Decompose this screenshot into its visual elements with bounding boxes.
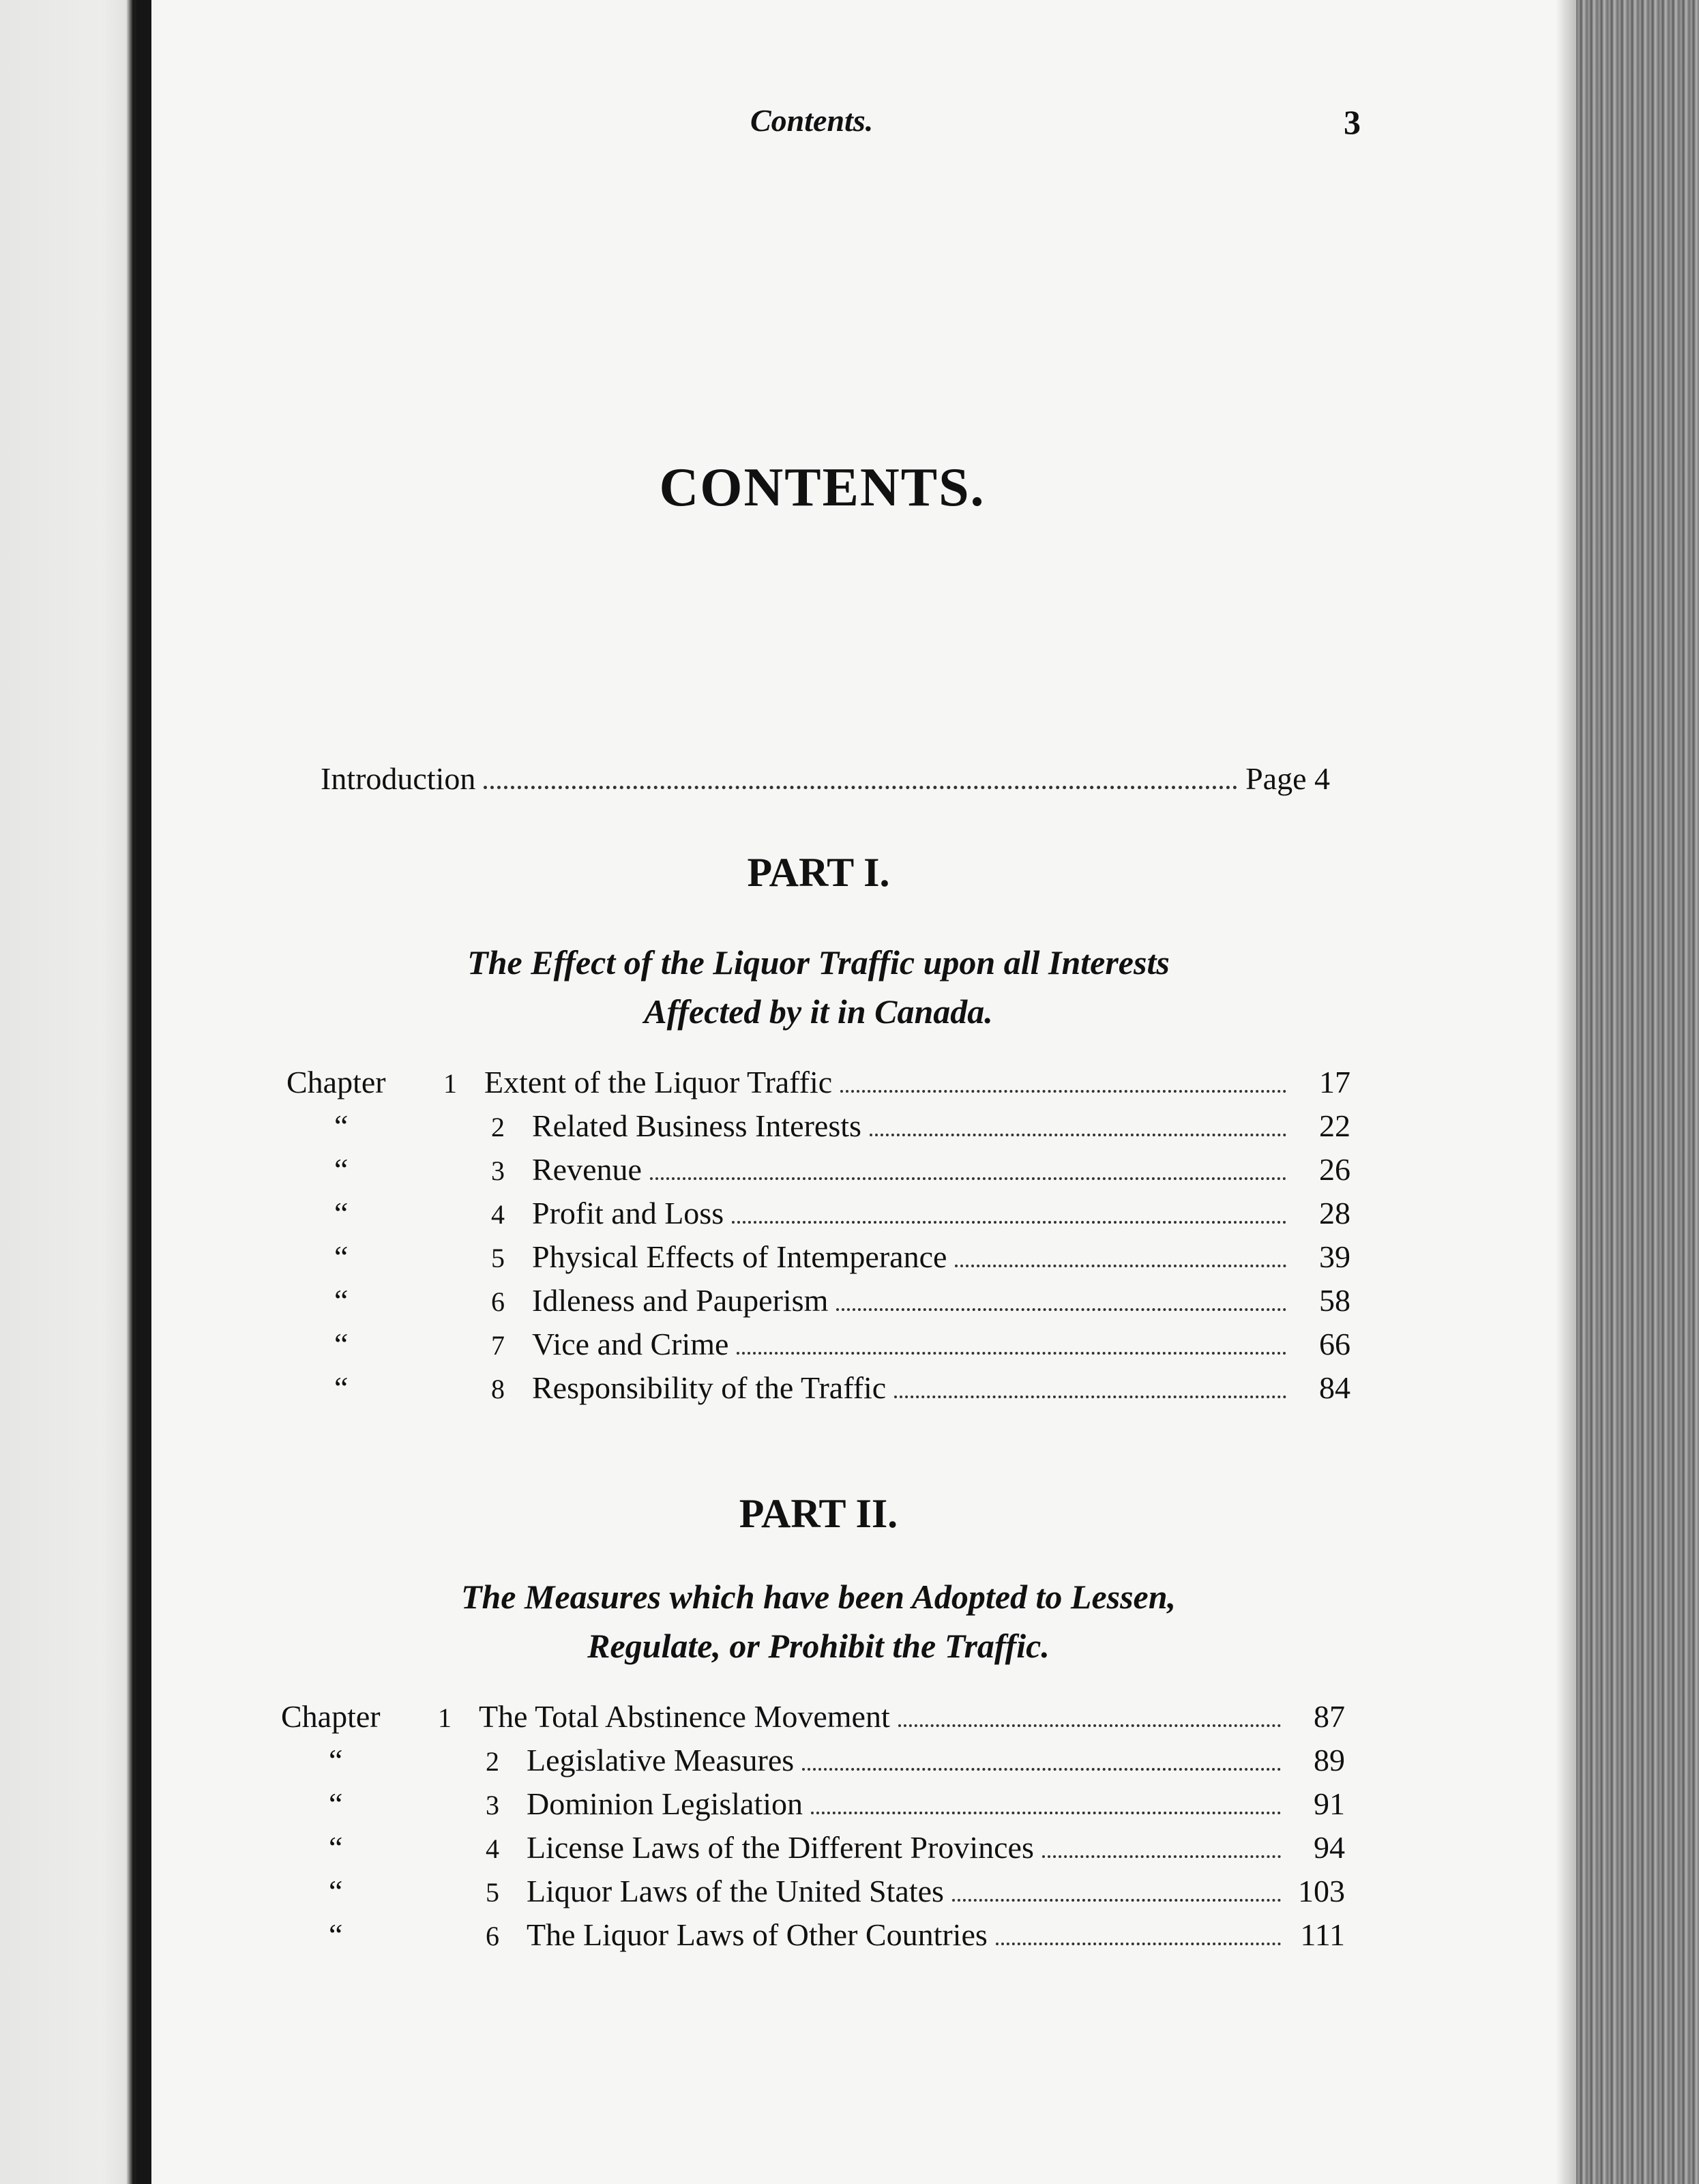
chapter-entry: [281, 1917, 1345, 1960]
part-1-subtitle-line: The Effect of the Liquor Traffic upon all Interests: [467, 943, 1170, 982]
chapter-number: 8: [491, 1374, 505, 1404]
chapter-number: 5: [491, 1243, 505, 1273]
ditto-mark: “: [334, 1108, 349, 1143]
book-gutter: [136, 0, 151, 2184]
chapter-page: 26: [1319, 1152, 1350, 1187]
chapter-number: 6: [486, 1921, 499, 1951]
chapter-entry: [281, 1873, 1345, 1917]
chapter-title: Physical Effects of Intemperance: [532, 1239, 947, 1274]
dot-leader: [955, 1265, 1286, 1267]
ditto-mark: “: [334, 1152, 349, 1187]
chapter-title: Extent of the Liquor Traffic: [484, 1065, 833, 1100]
ditto-mark: “: [334, 1370, 349, 1405]
dot-leader: [836, 1308, 1286, 1311]
dot-leader: [484, 786, 1237, 789]
dot-leader: [996, 1943, 1281, 1945]
part-1-chapter-list: [286, 1064, 1350, 1413]
ditto-mark: “: [334, 1327, 349, 1361]
chapter-title: Dominion Legislation: [527, 1786, 803, 1821]
chapter-page: 17: [1319, 1065, 1350, 1100]
scan-left-margin: [0, 0, 143, 2184]
chapter-number: 6: [491, 1286, 505, 1317]
chapter-page: 89: [1314, 1743, 1345, 1777]
chapter-entry: [286, 1195, 1350, 1239]
chapter-title: Revenue: [532, 1152, 642, 1187]
part-2-subtitle-line: The Measures which have been Adopted to Lessen,: [460, 1578, 1177, 1616]
chapter-number: 4: [486, 1833, 499, 1864]
running-title: Contents.: [750, 103, 874, 138]
dot-leader: [952, 1899, 1281, 1902]
chapter-number: 3: [486, 1790, 499, 1820]
part-1-subtitle: [0, 938, 1637, 1036]
dot-leader: [894, 1396, 1286, 1398]
ditto-mark: “: [329, 1830, 343, 1865]
chapter-entry: [286, 1282, 1350, 1326]
chapter-title: Liquor Laws of the United States: [527, 1874, 944, 1908]
chapter-title: Profit and Loss: [532, 1196, 724, 1230]
chapter-title: Related Business Interests: [532, 1108, 861, 1143]
chapter-number: 3: [491, 1155, 505, 1186]
chapter-page: 94: [1314, 1830, 1345, 1865]
introduction-title: Introduction: [321, 761, 476, 796]
chapter-title: Idleness and Pauperism: [532, 1283, 829, 1318]
dot-leader: [1042, 1855, 1281, 1858]
chapter-number: 5: [486, 1877, 499, 1908]
page-prefix: Page: [1245, 761, 1307, 796]
dot-leader: [898, 1724, 1281, 1727]
ditto-mark: “: [329, 1874, 343, 1908]
chapter-number: 1: [443, 1068, 457, 1099]
part-2-chapter-list: [281, 1698, 1345, 1960]
chapter-title: The Total Abstinence Movement: [479, 1699, 890, 1734]
dot-leader: [870, 1134, 1286, 1136]
ditto-mark: “: [334, 1196, 349, 1230]
introduction-page: 4: [1314, 761, 1330, 796]
chapter-entry: [281, 1742, 1345, 1786]
chapter-page: 28: [1319, 1196, 1350, 1230]
dot-leader: [802, 1768, 1281, 1771]
part-2-heading: PART II.: [739, 1491, 898, 1536]
page-number: 3: [1344, 103, 1361, 141]
part-1-heading: PART I.: [747, 850, 890, 895]
dot-leader: [737, 1352, 1286, 1355]
chapter-entry: [281, 1698, 1345, 1742]
chapter-page: 103: [1298, 1874, 1345, 1908]
chapter-label: Chapter: [286, 1065, 386, 1100]
chapter-number: 2: [486, 1746, 499, 1777]
chapter-page: 66: [1319, 1327, 1350, 1361]
chapter-title: Responsibility of the Traffic: [532, 1370, 887, 1405]
chapter-entry: [286, 1064, 1350, 1108]
chapter-title: License Laws of the Different Provinces: [527, 1830, 1034, 1865]
chapter-page: 111: [1300, 1917, 1345, 1952]
chapter-page: 91: [1314, 1786, 1345, 1821]
ditto-mark: “: [329, 1786, 343, 1821]
chapter-entry: [286, 1151, 1350, 1195]
chapter-entry: [286, 1239, 1350, 1282]
chapter-page: 87: [1314, 1699, 1345, 1734]
chapter-label: Chapter: [281, 1699, 381, 1734]
chapter-number: 2: [491, 1112, 505, 1142]
chapter-title: The Liquor Laws of Other Countries: [527, 1917, 988, 1952]
chapter-number: 7: [491, 1330, 505, 1361]
part-1-subtitle-line: Affected by it in Canada.: [644, 992, 993, 1031]
dot-leader: [840, 1090, 1286, 1093]
chapter-title: Vice and Crime: [532, 1327, 729, 1361]
contents-title: CONTENTS.: [659, 458, 986, 518]
chapter-entry: [286, 1370, 1350, 1413]
chapter-page: 58: [1319, 1283, 1350, 1318]
chapter-entry: [281, 1786, 1345, 1829]
ditto-mark: “: [334, 1239, 349, 1274]
part-2-subtitle-line: Regulate, or Prohibit the Traffic.: [587, 1627, 1050, 1665]
ditto-mark: “: [334, 1283, 349, 1318]
chapter-title: Legislative Measures: [527, 1743, 795, 1777]
chapter-entry: [286, 1108, 1350, 1151]
book-page-edges: [1576, 0, 1699, 2184]
chapter-number: 4: [491, 1199, 505, 1230]
dot-leader: [732, 1221, 1286, 1224]
page-edge-shadow: [1556, 0, 1576, 2184]
introduction-entry: [321, 761, 1330, 797]
dot-leader: [650, 1177, 1286, 1180]
ditto-mark: “: [329, 1917, 343, 1952]
chapter-page: 39: [1319, 1239, 1350, 1274]
chapter-page: 84: [1319, 1370, 1350, 1405]
chapter-number: 1: [438, 1702, 452, 1733]
chapter-entry: [281, 1829, 1345, 1873]
dot-leader: [811, 1812, 1281, 1814]
part-2-subtitle: [0, 1572, 1637, 1670]
ditto-mark: “: [329, 1743, 343, 1777]
chapter-page: 22: [1319, 1108, 1350, 1143]
chapter-entry: [286, 1326, 1350, 1370]
